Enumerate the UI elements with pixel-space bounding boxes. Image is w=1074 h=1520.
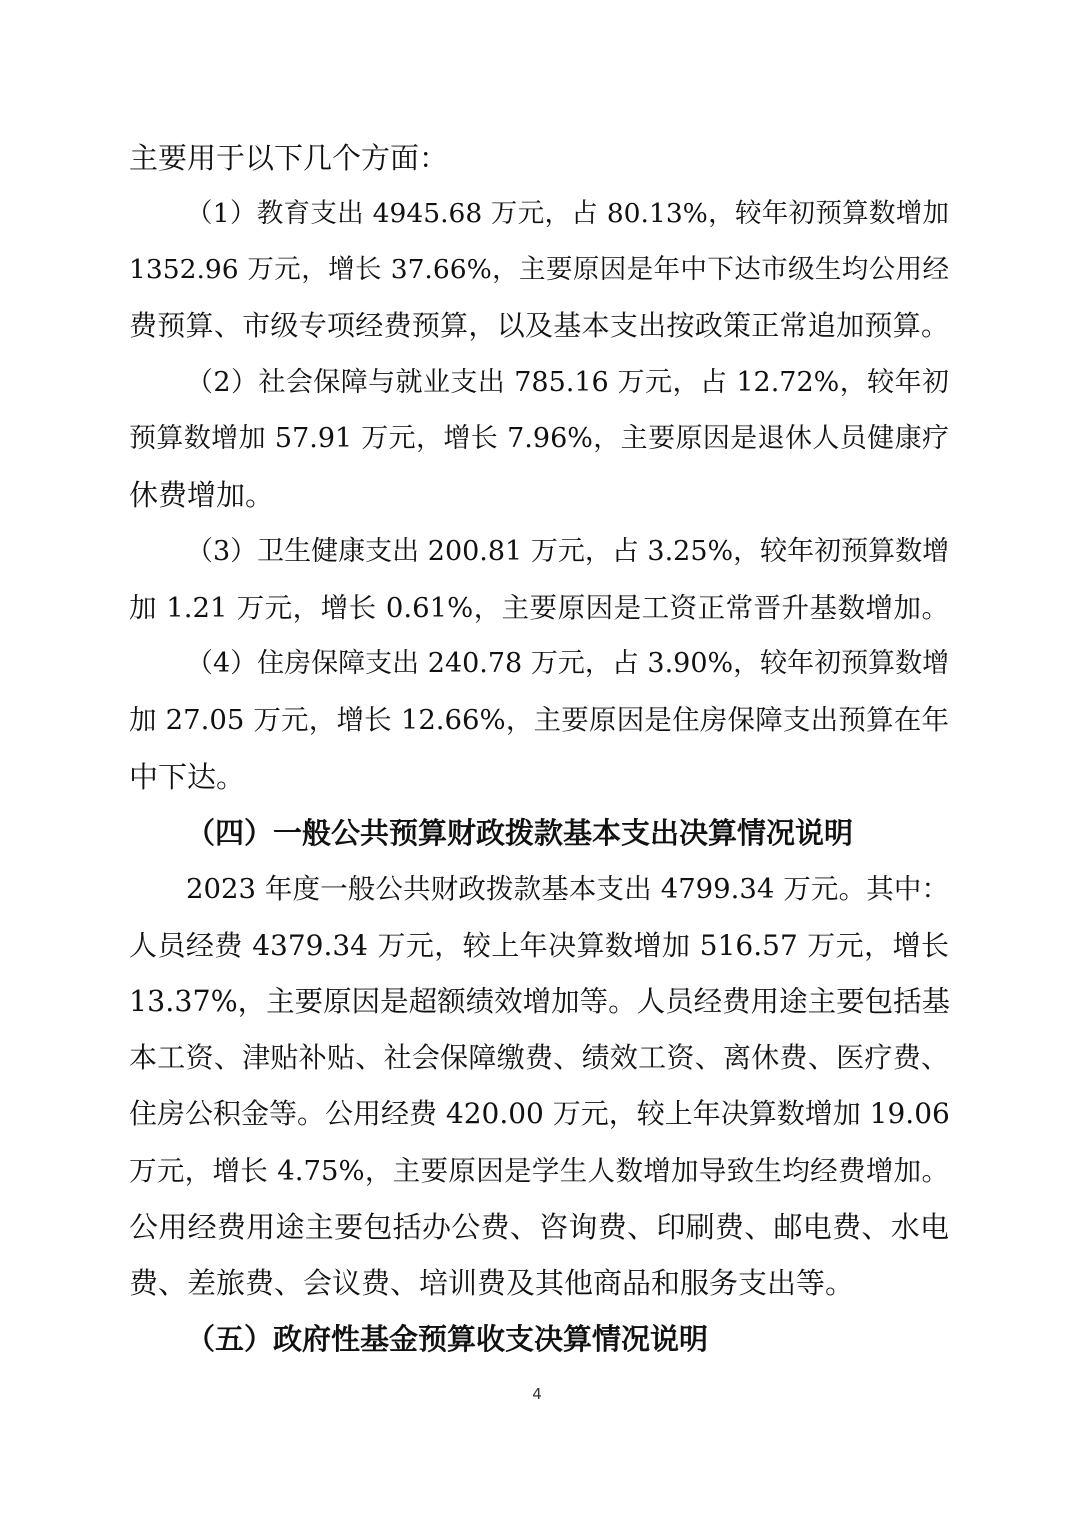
- body-text-line: （4）住房保障支出 240.78 万元，占 3.90%，较年初预算数增: [186, 648, 950, 679]
- body-text-line: 预算数增加 57.91 万元，增长 7.96%，主要原因是退休人员健康疗: [129, 423, 949, 454]
- body-text-line: 1352.96 万元，增长 37.66%，主要原因是年中下达市级生均公用经: [129, 254, 949, 285]
- body-text-line: 休费增加。: [129, 478, 275, 512]
- body-text-line: （3）卫生健康支出 200.81 万元，占 3.25%，较年初预算数增: [186, 536, 950, 567]
- body-text-line: 费、差旅费、会议费、培训费及其他商品和服务支出等。: [129, 1266, 855, 1300]
- body-text-line: 本工资、津贴补贴、社会保障缴费、绩效工资、离休费、医疗费、: [129, 1041, 949, 1074]
- body-text-line: 加 1.21 万元，增长 0.61%，主要原因是工资正常晋升基数增加。: [129, 592, 949, 624]
- body-text-line: 住房公积金等。公用经费 420.00 万元，较上年决算数增加 19.06: [129, 1097, 950, 1130]
- body-text-line: 公用经费用途主要包括办公费、咨询费、印刷费、邮电费、水电: [129, 1210, 949, 1244]
- section-heading: （五）政府性基金预算收支决算情况说明: [186, 1322, 709, 1356]
- body-text-line: 2023 年度一般公共财政拨款基本支出 4799.34 万元。其中：: [186, 873, 949, 905]
- body-text-line: （1）教育支出 4945.68 万元，占 80.13%，较年初预算数增加: [186, 198, 949, 229]
- body-text-line: 费预算、市级专项经费预算，以及基本支出按政策正常追加预算。: [129, 309, 949, 342]
- section-heading: （四）一般公共预算财政拨款基本支出决算情况说明: [186, 816, 854, 850]
- body-text-line: 万元，增长 4.75%，主要原因是学生人数增加导致生均经费增加。: [129, 1155, 949, 1187]
- body-text-line: 中下达。: [129, 760, 246, 794]
- body-text-line: 13.37%，主要原因是超额绩效增加等。人员经费用途主要包括基: [129, 985, 951, 1018]
- body-text-line: 加 27.05 万元，增长 12.66%，主要原因是住房保障支出预算在年: [129, 704, 949, 736]
- page-number: 4: [532, 1385, 542, 1403]
- body-text-line: 主要用于以下几个方面：: [129, 141, 449, 175]
- body-text-line: 人员经费 4379.34 万元，较上年决算数增加 516.57 万元，增长: [129, 929, 949, 962]
- body-text-line: （2）社会保障与就业支出 785.16 万元，占 12.72%，较年初: [186, 367, 949, 398]
